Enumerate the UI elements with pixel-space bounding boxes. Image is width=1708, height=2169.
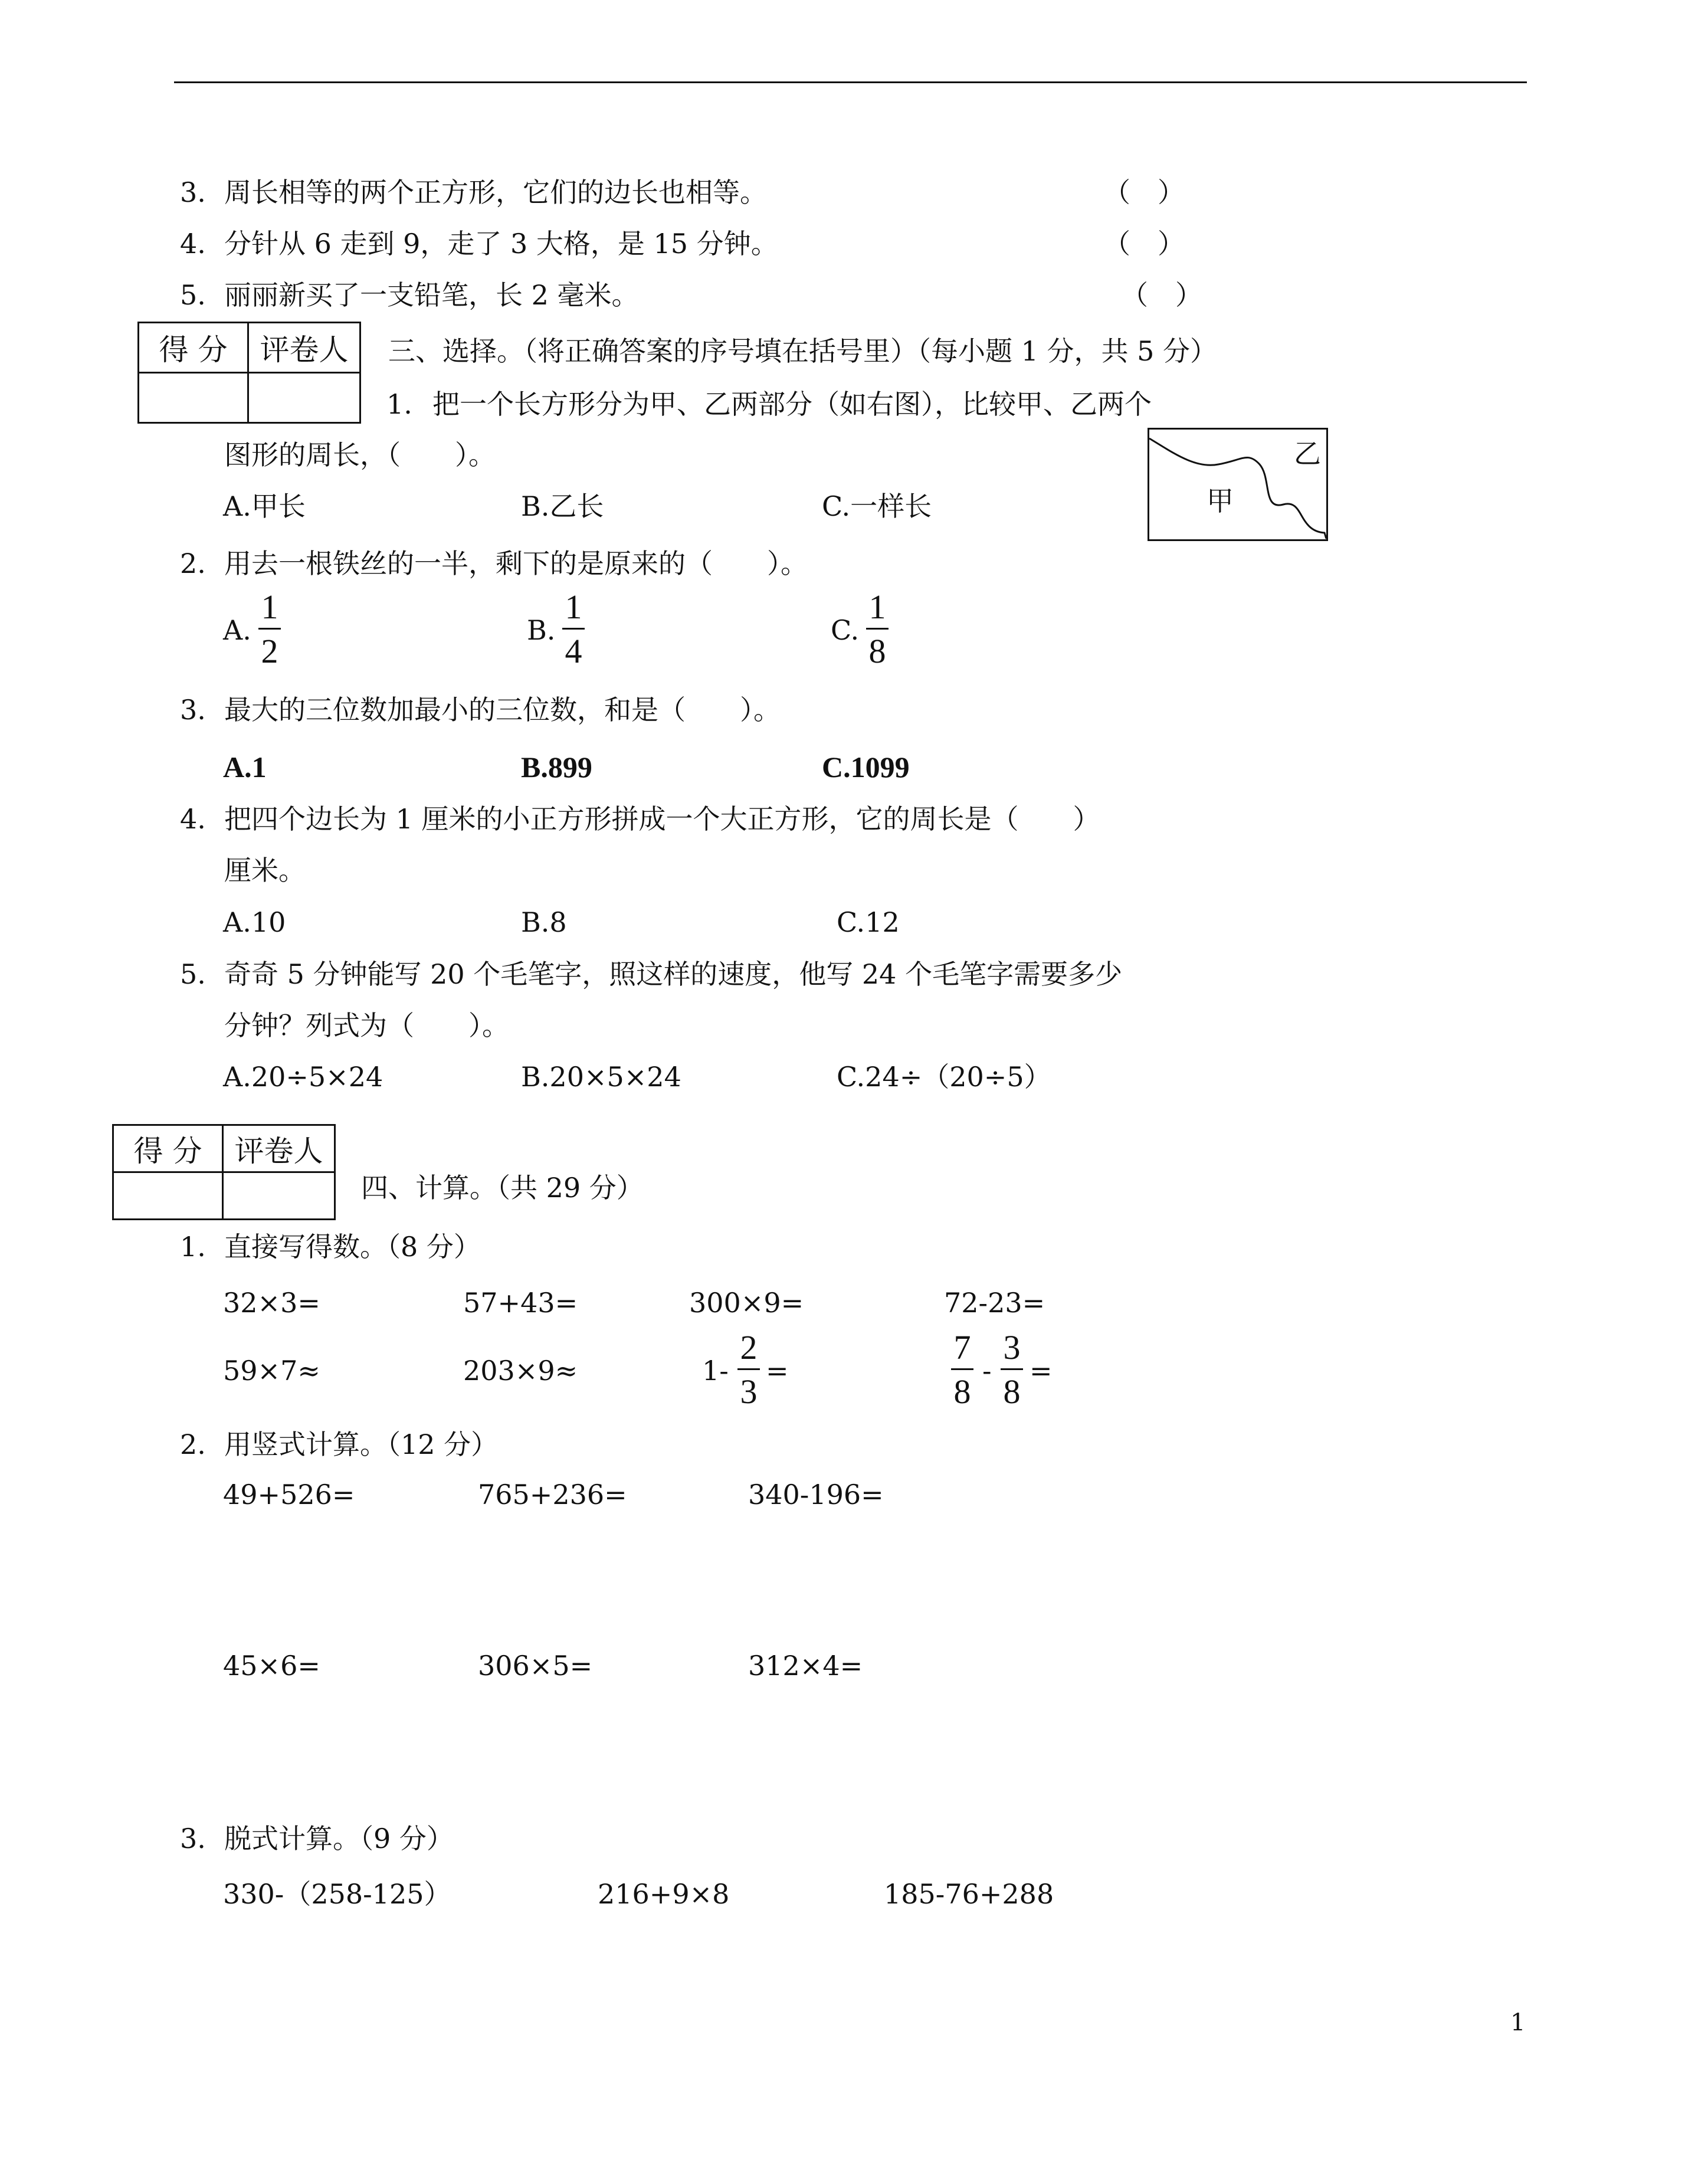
calc-57plus43: 57+43= — [463, 1287, 578, 1319]
header-rule — [174, 81, 1527, 83]
s3-q5-option-b: B.20×5×24 — [521, 1061, 681, 1093]
numerator: 1 — [261, 588, 278, 626]
s4-p3-title: 脱式计算。（9 分） — [224, 1823, 454, 1855]
vertical-45x6: 45×6= — [223, 1650, 320, 1682]
s3-q2-option-b-label: B. — [527, 614, 556, 646]
score-label: 得 分 — [139, 323, 248, 373]
denominator: 8 — [1003, 1372, 1021, 1411]
grader-label: 评卷人 — [223, 1125, 335, 1172]
s3-q4-num: 4. — [180, 803, 206, 835]
stepwise-216: 216+9×8 — [598, 1878, 730, 1910]
score-box-section4 — [112, 1124, 336, 1220]
calc-203x9: 203×9≈ — [463, 1355, 578, 1387]
numerator: 3 — [1003, 1328, 1021, 1367]
grader-cell[interactable] — [248, 373, 360, 423]
judgment-4-num: 4. — [180, 228, 206, 260]
s3-q3-option-b: B.899 — [521, 751, 592, 784]
fraction-bar — [737, 1368, 760, 1370]
s3-q5-line2: 分钟？列式为（ ）。 — [224, 1010, 509, 1041]
s4-p1-num: 1. — [180, 1231, 206, 1263]
s3-q3-option-a: A.1 — [223, 751, 267, 784]
vertical-765plus236: 765+236= — [478, 1479, 627, 1511]
s4-p2-title: 用竖式计算。（12 分） — [224, 1428, 499, 1460]
vertical-49plus526: 49+526= — [223, 1479, 355, 1511]
stepwise-185: 185-76+288 — [884, 1878, 1054, 1910]
judgment-5-num: 5. — [180, 279, 206, 311]
fraction-bar — [951, 1368, 973, 1370]
vertical-306x5: 306×5= — [478, 1650, 593, 1682]
fraction-bar — [258, 628, 281, 630]
calc-fraction-7-8 — [951, 1328, 973, 1411]
s3-q3-text: 最大的三位数加最小的三位数，和是（ ）。 — [224, 694, 781, 726]
numerator: 1 — [565, 588, 582, 626]
s3-q2-option-a-fraction — [258, 590, 281, 669]
rectangle-split-figure — [1148, 428, 1328, 541]
s4-p2-num: 2. — [180, 1428, 206, 1460]
s3-q3-num: 3. — [180, 694, 206, 726]
page-number: 1 — [1510, 2009, 1526, 2036]
calc-equals-2: = — [1030, 1355, 1053, 1387]
denominator: 2 — [261, 632, 278, 670]
calc-fraction-2-3 — [737, 1328, 760, 1411]
calc-1-minus-prefix: 1- — [702, 1355, 729, 1387]
fraction-bar — [562, 628, 585, 630]
s3-q1-line2: 图形的周长，（ ）。 — [224, 439, 496, 471]
s3-q2-text: 用去一根铁丝的一半，剩下的是原来的（ ）。 — [224, 548, 808, 579]
s3-q1-option-a: A.甲长 — [223, 490, 306, 522]
s3-q5-line1: 奇奇 5 分钟能写 20 个毛笔字，照这样的速度，他写 24 个毛笔字需要多少 — [224, 958, 1123, 990]
judgment-5-paren[interactable]: （ ） — [1121, 279, 1202, 311]
s3-q3-option-c: C.1099 — [822, 751, 910, 784]
s3-q5-option-c: C.24÷（20÷5） — [837, 1061, 1051, 1093]
judgment-4-paren[interactable]: （ ） — [1103, 228, 1185, 260]
grader-cell[interactable] — [223, 1172, 335, 1220]
fraction-bar — [866, 628, 889, 630]
s3-q4-line2: 厘米。 — [224, 854, 306, 886]
score-cell[interactable] — [139, 373, 248, 423]
s3-q4-option-a: A.10 — [223, 906, 286, 938]
grader-label: 评卷人 — [248, 323, 360, 373]
calc-fraction-3-8 — [1001, 1328, 1023, 1411]
calc-59x7: 59×7≈ — [223, 1355, 320, 1387]
judgment-4-text: 分针从 6 走到 9，走了 3 大格，是 15 分钟。 — [224, 228, 778, 260]
s3-q1-line1: 把一个长方形分为甲、乙两部分（如右图），比较甲、乙两个 — [432, 388, 1152, 420]
calc-equals: = — [766, 1355, 789, 1387]
vertical-340minus196: 340-196= — [748, 1479, 884, 1511]
s3-q2-option-c-label: C. — [831, 614, 860, 646]
calc-minus: - — [982, 1355, 992, 1387]
calc-72minus23: 72-23= — [944, 1287, 1045, 1319]
judgment-3-paren[interactable]: （ ） — [1103, 176, 1185, 208]
figure-label-yi: 乙 — [1294, 438, 1321, 470]
section3-title: 三、选择。（将正确答案的序号填在括号里）（每小题 1 分，共 5 分） — [388, 335, 1218, 367]
denominator: 8 — [953, 1372, 971, 1411]
s3-q4-option-c: C.12 — [837, 906, 900, 938]
stepwise-330: 330-（258-125） — [223, 1878, 451, 1910]
s3-q5-option-a: A.20÷5×24 — [223, 1061, 383, 1093]
s3-q1-option-c: C.一样长 — [822, 490, 932, 522]
s3-q1-num: 1. — [386, 388, 412, 420]
s4-p3-num: 3. — [180, 1823, 206, 1855]
numerator: 7 — [953, 1328, 971, 1367]
s4-p1-title: 直接写得数。（8 分） — [224, 1231, 481, 1263]
s3-q1-option-b: B.乙长 — [521, 490, 604, 522]
judgment-3-num: 3. — [180, 176, 206, 208]
judgment-3-text: 周长相等的两个正方形，它们的边长也相等。 — [224, 176, 767, 208]
figure-label-jia: 甲 — [1207, 485, 1234, 517]
fraction-bar — [1001, 1368, 1023, 1370]
calc-300x9: 300×9= — [689, 1287, 804, 1319]
score-cell[interactable] — [113, 1172, 223, 1220]
s3-q2-option-c-fraction — [866, 590, 889, 669]
s3-q2-option-a-label: A. — [223, 614, 251, 646]
vertical-312x4: 312×4= — [748, 1650, 863, 1682]
numerator: 2 — [740, 1328, 758, 1367]
denominator: 8 — [868, 632, 886, 670]
numerator: 1 — [868, 588, 886, 626]
judgment-5-text: 丽丽新买了一支铅笔，长 2 毫米。 — [224, 279, 639, 311]
calc-32x3: 32×3= — [223, 1287, 320, 1319]
s3-q4-option-b: B.8 — [521, 906, 567, 938]
denominator: 3 — [740, 1372, 758, 1411]
s3-q2-option-b-fraction — [562, 590, 585, 669]
section4-title: 四、计算。（共 29 分） — [361, 1172, 644, 1204]
s3-q5-num: 5. — [180, 958, 206, 990]
score-label: 得 分 — [113, 1125, 223, 1172]
s3-q2-num: 2. — [180, 548, 206, 579]
denominator: 4 — [565, 632, 582, 670]
score-box-section3 — [137, 322, 361, 424]
s3-q4-line1: 把四个边长为 1 厘米的小正方形拼成一个大正方形，它的周长是（ ） — [224, 803, 1100, 835]
